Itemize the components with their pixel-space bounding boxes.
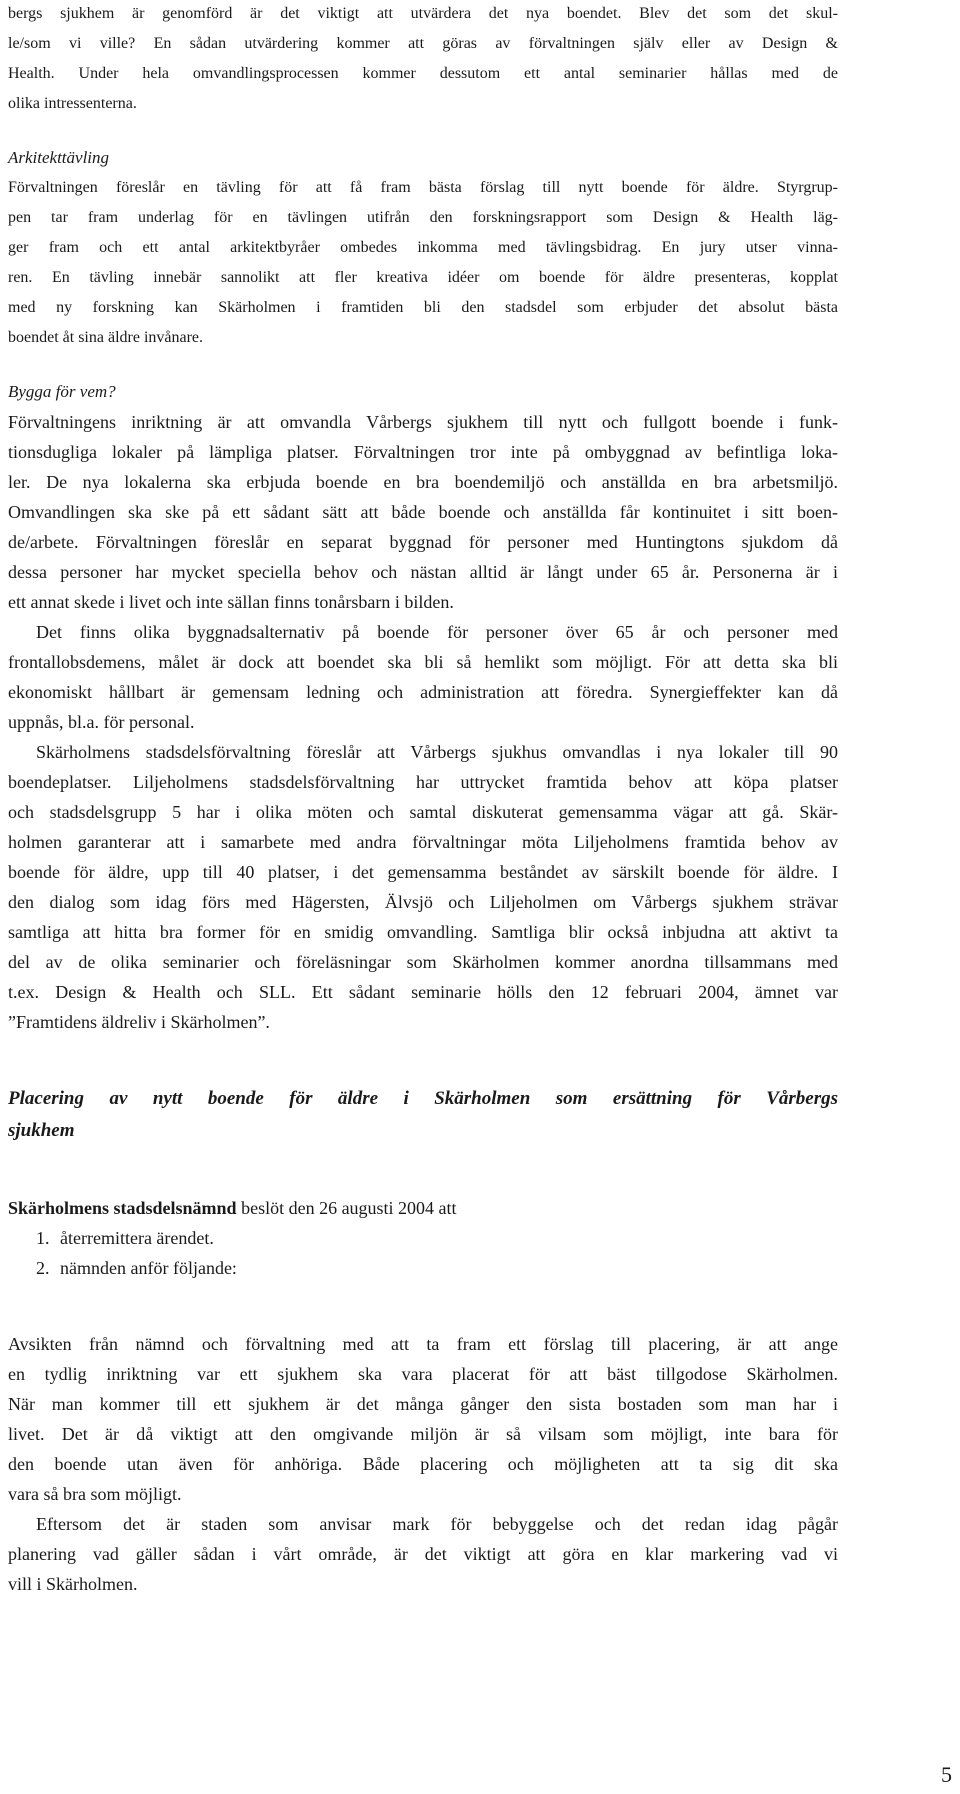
paragraph-line: med ny forskning kan Skärholmen i framtiden bli den stadsdel som erbjuder det absolut bästa xyxy=(8,299,838,316)
paragraph-line: Avsikten från nämnd och förvaltning med att ta fram ett förslag till placering, är att ange xyxy=(8,1334,838,1354)
paragraph-line: När man kommer till ett sjukhem är det många gånger den sista bostaden som man har i xyxy=(8,1394,838,1414)
paragraph-line: Eftersom det är staden som anvisar mark för bebyggelse och det redan idag pågår xyxy=(36,1514,838,1534)
committee-name: Skärholmens stadsdelsnämnd xyxy=(8,1198,237,1218)
paragraph-line: ”Framtidens äldreliv i Skärholmen”. xyxy=(8,1012,270,1032)
list-number: 2. xyxy=(36,1258,50,1278)
page-number: 5 xyxy=(941,1762,952,1787)
paragraph-line: en tydlig inriktning var ett sjukhem ska vara placerat för att bäst tillgodose Skärholmen. xyxy=(8,1364,838,1384)
decision-text: beslöt den 26 augusti 2004 att xyxy=(236,1198,457,1218)
paragraph-line: uppnås, bl.a. för personal. xyxy=(8,712,195,732)
list-text: återremittera ärendet. xyxy=(60,1228,214,1248)
paragraph-line: samtliga att hitta bra former för en smidig omvandling. Samtliga blir också inbjudna att aktivt ta xyxy=(8,922,838,942)
paragraph-line: den dialog som idag förs med Hägersten, Älvsjö och Liljeholmen om Vårbergs sjukhem strävar xyxy=(8,892,838,912)
paragraph-line: t.ex. Design & Health och SLL. Ett sådant seminarie hölls den 12 februari 2004, ämnet var xyxy=(8,982,838,1002)
paragraph-line: pen tar fram underlag för en tävlingen utifrån den forskningsrapport som Design & Health läg- xyxy=(8,209,838,226)
paragraph-line: boendet åt sina äldre invånare. xyxy=(8,329,204,346)
paragraph-line: planering vad gäller sådan i vårt område, är det viktigt att göra en klar markering vad vi xyxy=(8,1544,838,1564)
paragraph-line: Förvaltningens inriktning är att omvandla Vårbergs sjukhem till nytt och fullgott boende i funk- xyxy=(8,412,838,432)
paragraph-line: del av de olika seminarier och föreläsningar som Skärholmen kommer anordna tillsammans med xyxy=(8,952,838,972)
paragraph-line: den boende utan även för anhöriga. Både placering och möjligheten att ta sig dit ska xyxy=(8,1454,838,1474)
paragraph-line: ett annat skede i livet och inte sällan finns tonårsbarn i bilden. xyxy=(8,592,454,612)
intro-line: Health. Under hela omvandlingsprocessen kommer dessutom ett antal seminarier hållas med de xyxy=(8,65,838,82)
paragraph-line: de/arbete. Förvaltningen föreslår en separat byggnad för personer med Huntingtons sjukdom då xyxy=(8,532,838,552)
paragraph-line: Omvandlingen ska ske på ett sådant sätt att både boende och anställda får kontinuitet i sitt boen- xyxy=(8,502,838,522)
paragraph-line: och stadsdelsgrupp 5 har i olika möten och samtal diskuterat gemensamma vägar att gå. Skär- xyxy=(8,802,838,822)
list-number: 1. xyxy=(36,1228,50,1248)
intro-line: olika intressenterna. xyxy=(8,95,137,112)
paragraph-line: ger fram och ett antal arkitektbyråer ombedes inkomma med tävlingsbidrag. En jury utser vinna- xyxy=(8,239,838,256)
paragraph-line: Det finns olika byggnadsalternativ på boende för personer över 65 år och personer med xyxy=(36,622,838,642)
section-subheading: Arkitekttävling xyxy=(8,148,110,167)
paragraph-line: ekonomiskt hållbart är gemensam ledning och administration att föredra. Synergieffekter kan då xyxy=(8,682,838,702)
paragraph-line: ren. En tävling innebär sannolikt att fler kreativa idéer om boende för äldre presenteras, kopplat xyxy=(8,269,838,286)
paragraph-line: boende för äldre, upp till 40 platser, i det gemensamma beståndet av särskilt boende för äldre. I xyxy=(8,862,838,882)
paragraph-line: ler. De nya lokalerna ska erbjuda boende en bra boendemiljö och anställda en bra arbetsmiljö. xyxy=(8,472,838,492)
paragraph-line: livet. Det är då viktigt att den omgivande miljön är så vilsam som möjligt, inte bara för xyxy=(8,1424,838,1444)
paragraph-line: vara så bra som möjligt. xyxy=(8,1484,182,1504)
paragraph-line: holmen garanterar att i samarbete med andra förvaltningar möta Liljeholmens framtida behov av xyxy=(8,832,838,852)
intro-line: le/som vi ville? En sådan utvärdering kommer att göras av förvaltningen själv eller av Design & xyxy=(8,35,838,52)
paragraph-line: boendeplatser. Liljeholmens stadsdelsförvaltning har uttrycket framtida behov att köpa platser xyxy=(8,772,838,792)
section-heading: Placering av nytt boende för äldre i Skärholmen som ersättning för Vårbergs xyxy=(8,1088,838,1109)
section-heading: sjukhem xyxy=(8,1120,75,1141)
paragraph-line: Förvaltningen föreslår en tävling för att få fram bästa förslag till nytt boende för äldre. Styrgrup- xyxy=(8,179,838,196)
list-text: nämnden anför följande: xyxy=(60,1258,237,1278)
list-item xyxy=(36,1224,214,1252)
paragraph-line: vill i Skärholmen. xyxy=(8,1574,138,1594)
intro-line: bergs sjukhem är genomförd är det viktigt att utvärdera det nya boendet. Blev det som det skul- xyxy=(8,5,838,22)
paragraph-line: dessa personer har mycket speciella behov och nästan alltid är långt under 65 år. Personerna är i xyxy=(8,562,838,582)
list-item xyxy=(36,1254,237,1282)
decision-line xyxy=(8,1194,838,1222)
paragraph-line: tionsdugliga lokaler på lämpliga platser. Förvaltningen tror inte på ombyggnad av befintliga loka- xyxy=(8,442,838,462)
paragraph-line: frontallobsdemens, målet är dock att boendet ska bli så hemlikt som möjligt. För att detta ska bli xyxy=(8,652,838,672)
section-subheading: Bygga för vem? xyxy=(8,382,116,401)
paragraph-line: Skärholmens stadsdelsförvaltning föreslår att Vårbergs sjukhus omvandlas i nya lokaler till 90 xyxy=(36,742,838,762)
